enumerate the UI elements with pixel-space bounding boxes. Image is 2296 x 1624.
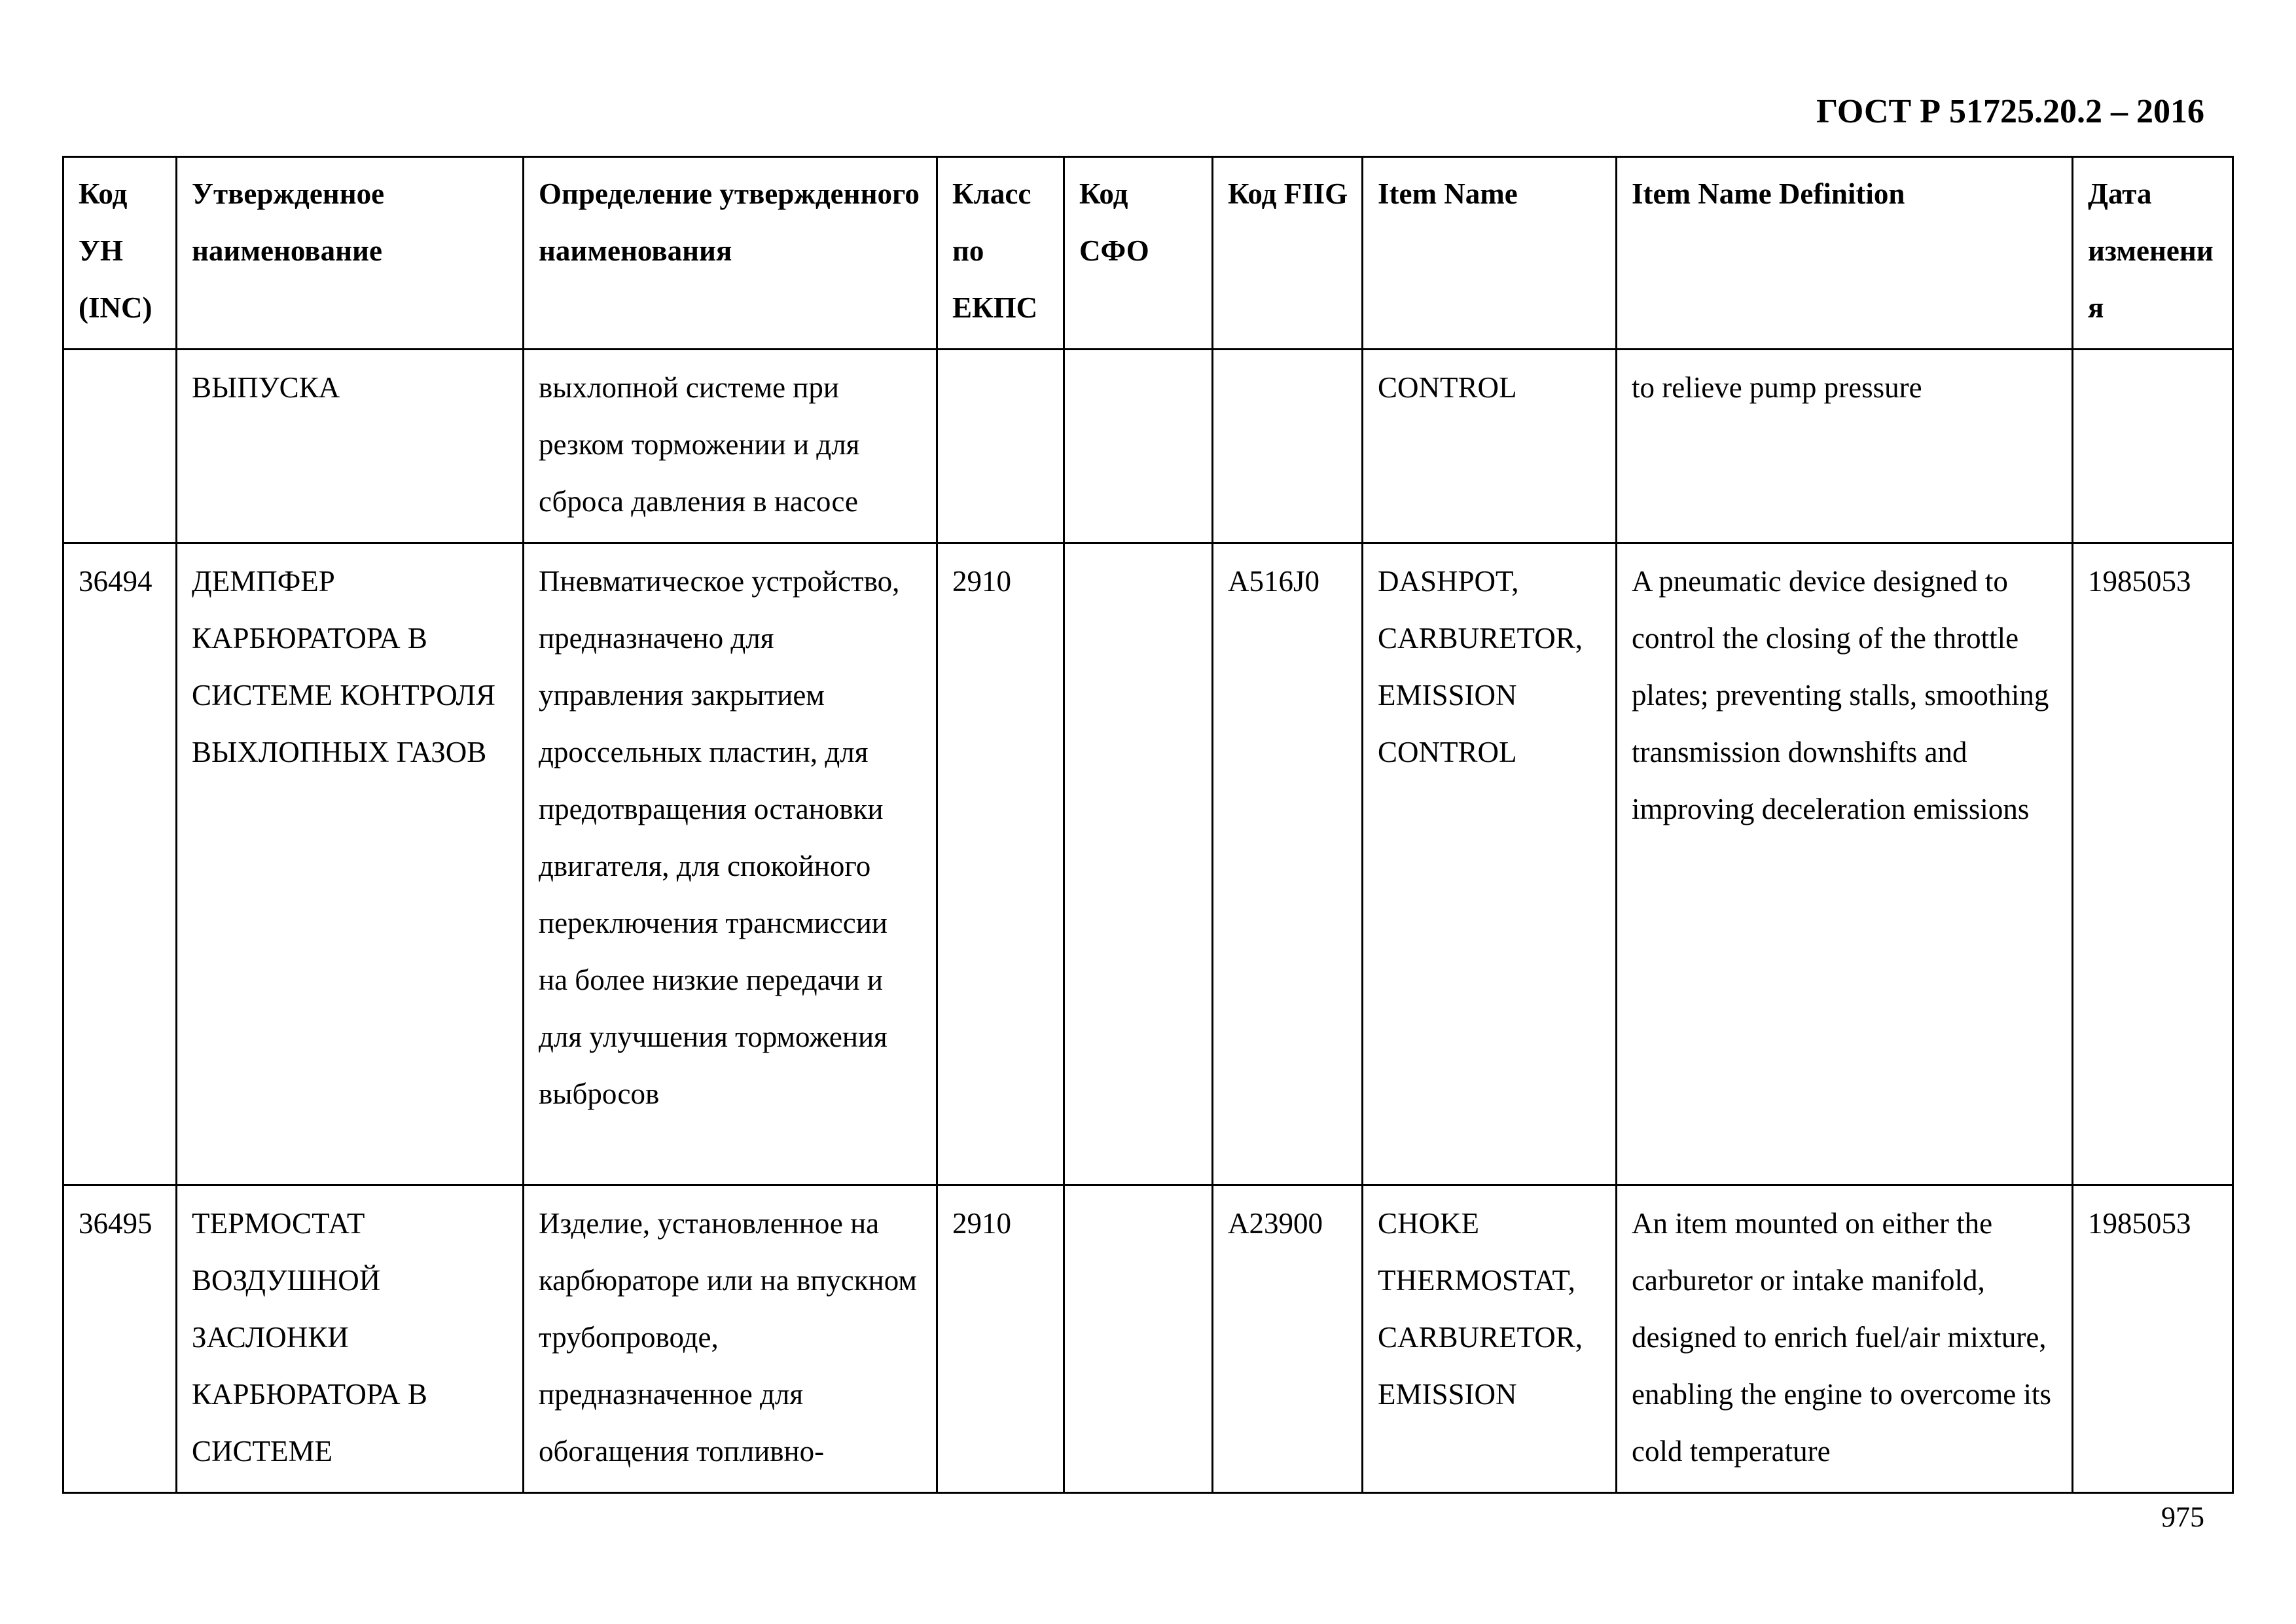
cell-item-name: DASHPOT, CARBURETOR, EMISSION CONTROL — [1363, 543, 1617, 1185]
cell-item-name-definition: An item mounted on either the carburetor or intake manifold, designed to enrich fuel/air mixture, enabling the engine to overcome its cold temperature — [1617, 1185, 2073, 1493]
header-item-name-definition: Item Name Definition — [1617, 157, 2073, 350]
table-row — [63, 350, 2233, 543]
cell-ekps-class — [937, 350, 1064, 543]
item-names-table — [62, 156, 2234, 1494]
header-change-date: Дата изменения — [2073, 157, 2233, 350]
header-item-name: Item Name — [1363, 157, 1617, 350]
cell-change-date: 1985053 — [2073, 543, 2233, 1185]
cell-item-name-definition: to relieve pump pressure — [1617, 350, 2073, 543]
header-fiig-code: Код FIIG — [1213, 157, 1363, 350]
table-row — [63, 543, 2233, 1185]
cell-inc: 36495 — [63, 1185, 177, 1493]
cell-ekps-class: 2910 — [937, 1185, 1064, 1493]
cell-item-name-definition: A pneumatic device designed to control the closing of the throttle plates; preventing stalls, smoothing transmission downshifts and improving deceleration emissions — [1617, 543, 2073, 1185]
cell-sfo-code — [1064, 1185, 1213, 1493]
cell-approved-name: ДЕМПФЕР КАРБЮРАТОРА В СИСТЕМЕ КОНТРОЛЯ ВЫХЛОПНЫХ ГАЗОВ — [177, 543, 524, 1185]
cell-inc: 36494 — [63, 543, 177, 1185]
cell-definition: выхлопной системе при резком торможении и для сброса давления в насосе — [524, 350, 937, 543]
cell-sfo-code — [1064, 543, 1213, 1185]
cell-approved-name: ВЫПУСКА — [177, 350, 524, 543]
cell-fiig-code: A516J0 — [1213, 543, 1363, 1185]
document-standard-header: ГОСТ Р 51725.20.2 – 2016 — [1816, 93, 2204, 130]
cell-change-date — [2073, 350, 2233, 543]
cell-sfo-code — [1064, 350, 1213, 543]
header-definition: Определение утвержденного наименования — [524, 157, 937, 350]
cell-item-name: CONTROL — [1363, 350, 1617, 543]
header-ekps-class: Класс по ЕКПС — [937, 157, 1064, 350]
table-header-row — [63, 157, 2233, 350]
page-number: 975 — [2161, 1501, 2204, 1533]
cell-fiig-code: A23900 — [1213, 1185, 1363, 1493]
cell-change-date: 1985053 — [2073, 1185, 2233, 1493]
cell-item-name: CHOKE THERMOSTAT, CARBURETOR, EMISSION — [1363, 1185, 1617, 1493]
cell-inc — [63, 350, 177, 543]
cell-ekps-class: 2910 — [937, 543, 1064, 1185]
header-sfo-code: Код СФО — [1064, 157, 1213, 350]
header-approved-name: Утвержденное наименование — [177, 157, 524, 350]
cell-definition: Пневматическое устройство, предназначено для управления закрытием дроссельных пластин, для предотвращения остановки двигателя, для спокойного переключения трансмиссии на более низкие передачи и для улучшения торможения выбросов — [524, 543, 937, 1185]
cell-fiig-code — [1213, 350, 1363, 543]
header-inc: Код УН (INC) — [63, 157, 177, 350]
cell-definition: Изделие, установленное на карбюраторе или на впускном трубопроводе, предназначенное для обогащения топливно- — [524, 1185, 937, 1493]
table-row — [63, 1185, 2233, 1493]
cell-approved-name: ТЕРМОСТАТ ВОЗДУШНОЙ ЗАСЛОНКИ КАРБЮРАТОРА В СИСТЕМЕ — [177, 1185, 524, 1493]
